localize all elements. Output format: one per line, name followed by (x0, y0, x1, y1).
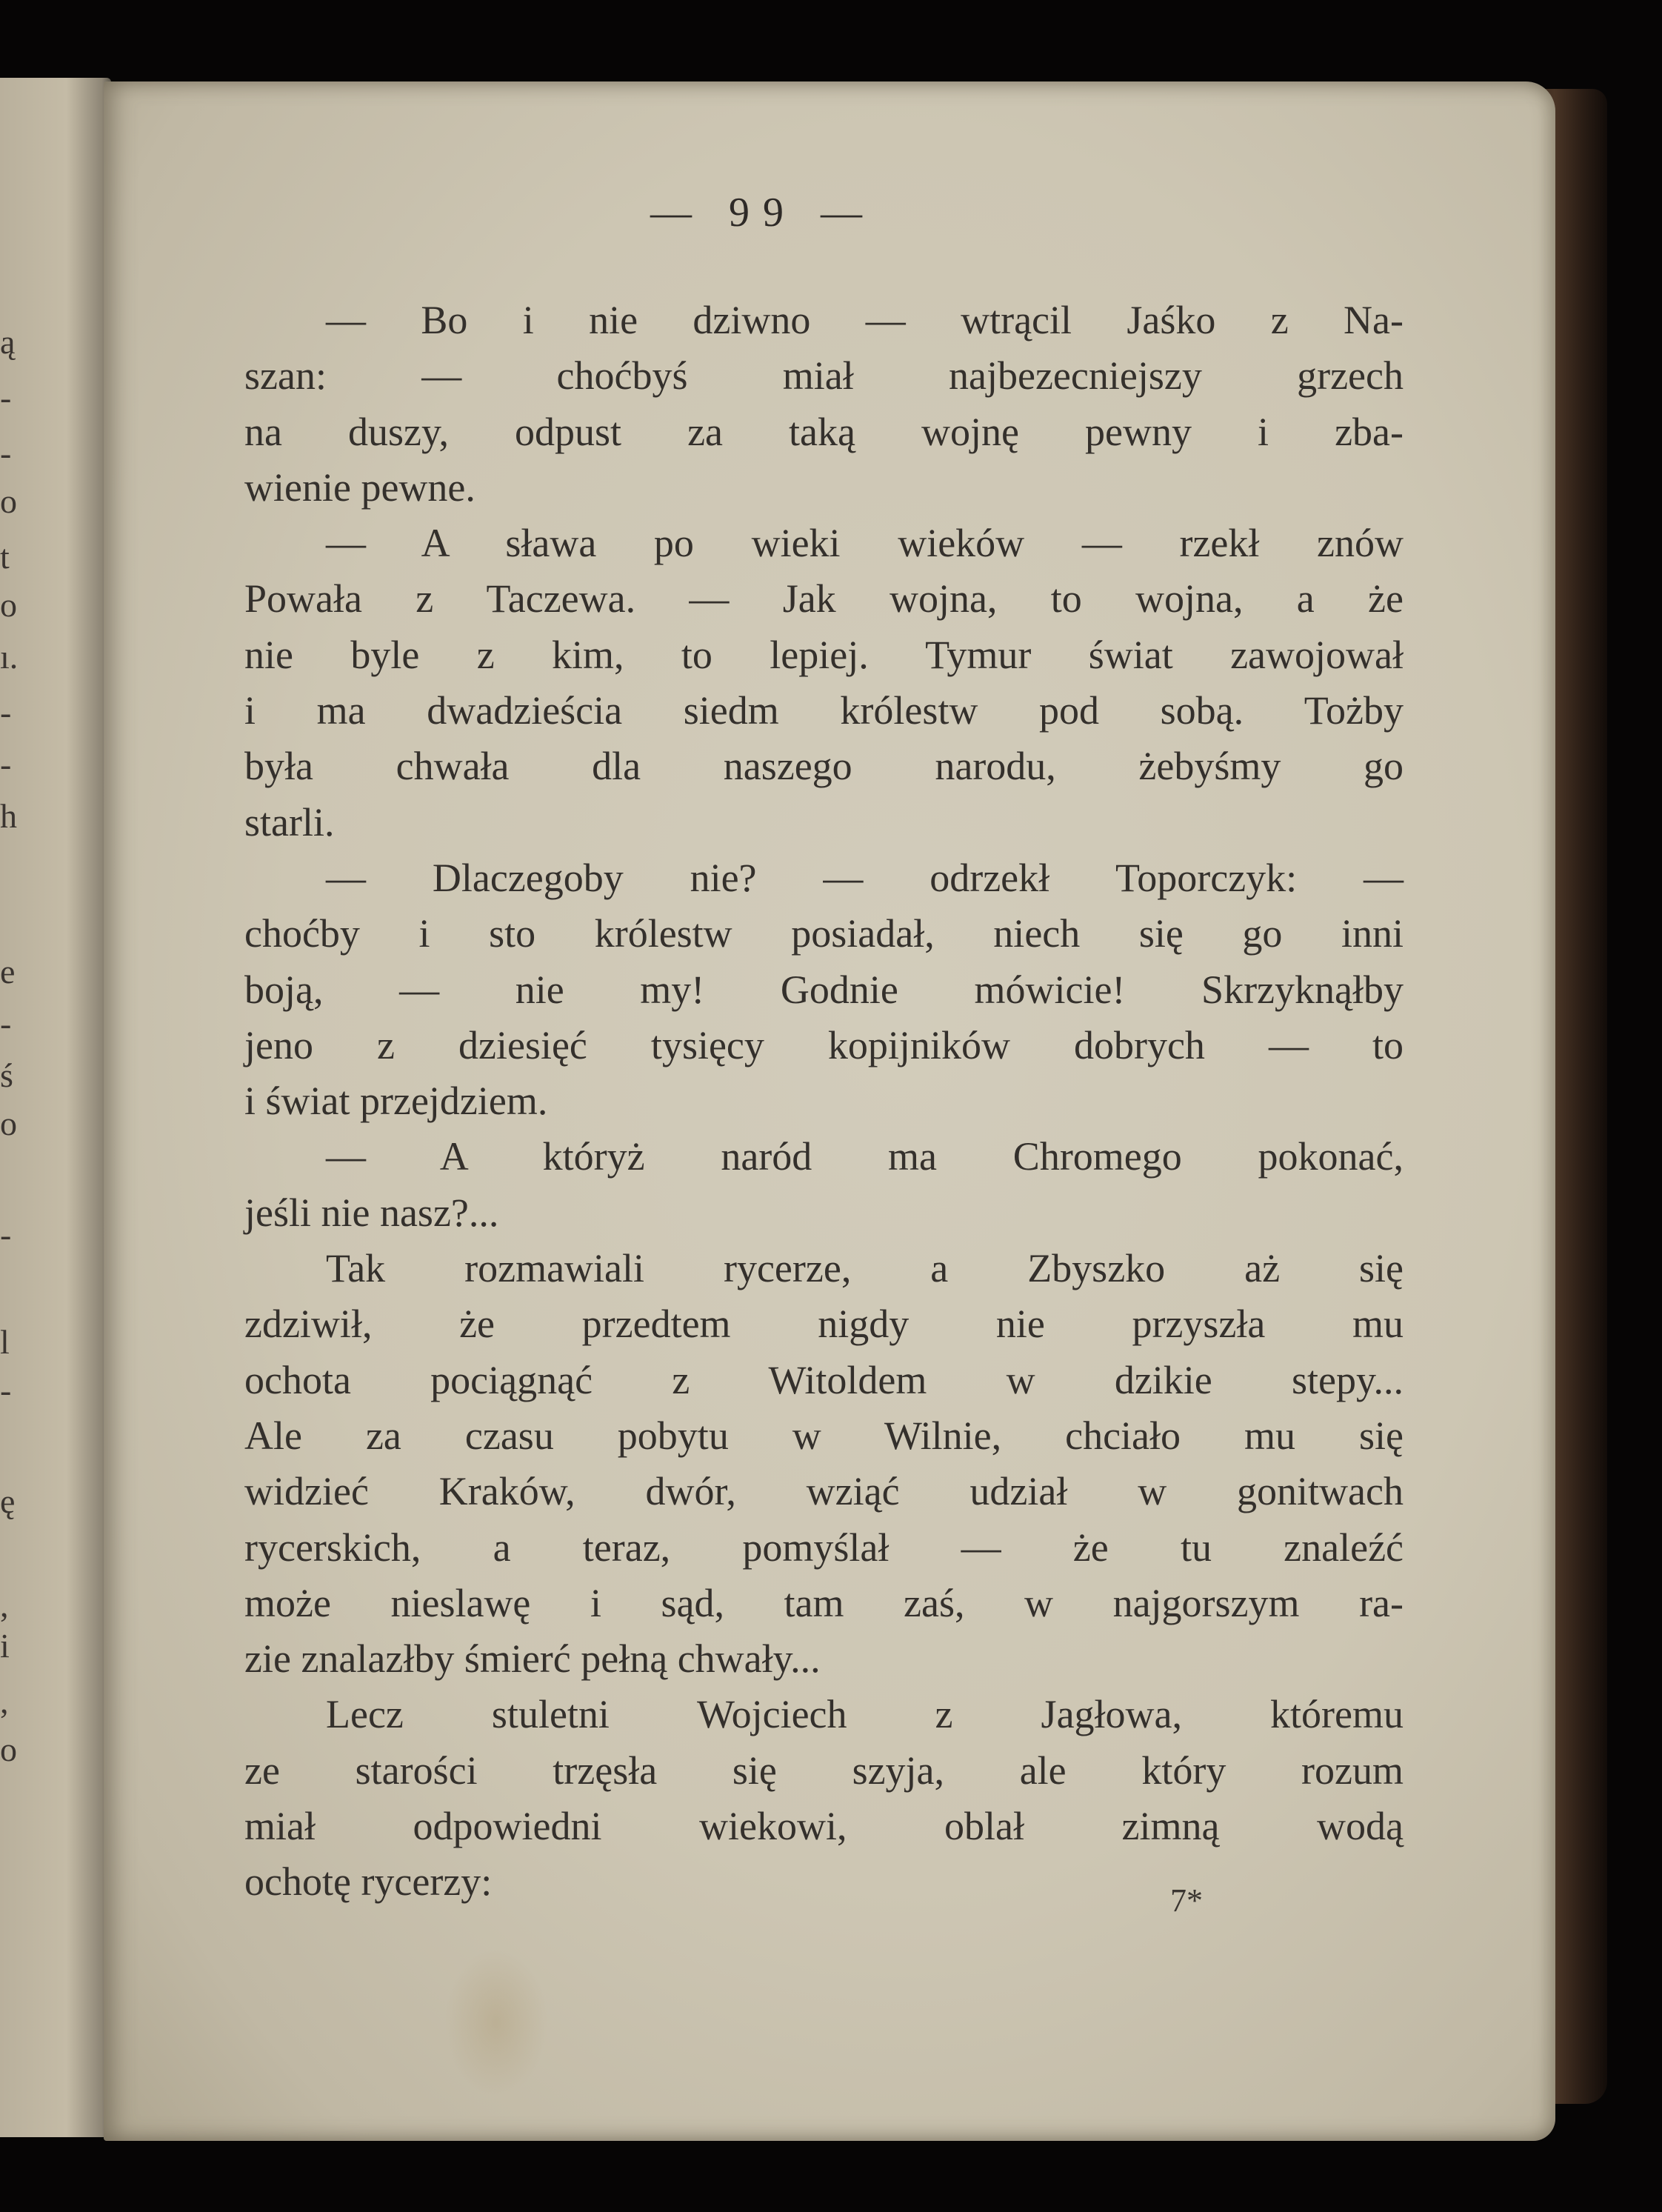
previous-page-glyph: - (0, 434, 12, 472)
previous-page-glyph: t (0, 538, 10, 576)
text-line: zie znalazłby śmierć pełną chwały... (244, 1636, 821, 1682)
previous-page-glyph: - (0, 1371, 12, 1409)
text-line: widzieć Kraków, dwór, wziąć udział w gonitwach (244, 1469, 1404, 1514)
text-line: — Bo i nie dziwno — wtrącil Jaśko z Na- (326, 298, 1404, 342)
previous-page-glyph: l (0, 1323, 10, 1361)
previous-page-glyph: o (0, 1730, 17, 1768)
text-line: jeśli nie nasz?... (244, 1190, 499, 1235)
text-line: jeno z dziesięć tysięcy kopijników dobrych — to (244, 1022, 1404, 1067)
previous-page-glyph: o (0, 586, 17, 624)
text-line: boją, — nie my! Godnie mówicie! Skrzyknąłby (244, 967, 1404, 1012)
text-line: nie byle z kim, to lepiej. Tymur świat zawojował (244, 632, 1404, 677)
previous-page-glyph: , (0, 1682, 9, 1720)
text-line: choćby i sto królestw posiadał, niech się go inni (244, 911, 1404, 956)
text-line: i ma dwadzieścia siedm królestw pod sobą. Tożby (244, 688, 1404, 733)
page-number: — 99 — (650, 190, 875, 236)
text-line: była chwała dla naszego narodu, żebyśmy go (244, 744, 1404, 789)
text-line: na duszy, odpust za taką wojnę pewny i zba- (244, 409, 1404, 454)
previous-page-glyph: - (0, 379, 12, 416)
text-line: Tak rozmawiali rycerze, a Zbyszko aż się (326, 1246, 1404, 1291)
text-line: zdziwił, że przedtem nigdy nie przyszła mu (244, 1302, 1404, 1347)
previous-page-glyph: , (0, 1586, 9, 1624)
previous-page-glyph: e (0, 953, 16, 990)
text-line: starli. (244, 799, 335, 845)
text-line: — A któryż naród ma Chromego pokonać, (326, 1134, 1404, 1179)
page-body-text (244, 293, 1404, 1910)
previous-page-glyph: o (0, 1105, 17, 1142)
text-line: szan: — choćbyś miał najbezecniejszy grzech (244, 353, 1404, 399)
previous-page-glyph: - (0, 745, 12, 783)
previous-page-glyph: ś (0, 1056, 13, 1094)
text-line: Ale za czasu pobytu w Wilnie, chciało mu się (244, 1413, 1404, 1458)
paper-stain (444, 1948, 548, 2096)
previous-page-edge (0, 78, 111, 2137)
printer-signature-mark: 7* (1170, 1882, 1203, 1919)
text-line: i świat przejdziem. (244, 1079, 548, 1124)
text-line: miał odpowiedni wiekowi, oblał zimną wodą (244, 1804, 1404, 1849)
previous-page-glyph: - (0, 1216, 12, 1253)
previous-page-glyph: - (0, 693, 12, 731)
text-line: Lecz stuletni Wojciech z Jagłowa, któremu (326, 1692, 1404, 1737)
previous-page-glyph: h (0, 797, 17, 835)
previous-page-glyph: o (0, 482, 17, 520)
text-line: Powała z Taczewa. — Jak wojna, to wojna, a że (244, 576, 1404, 622)
previous-page-glyph: ą (0, 323, 16, 361)
previous-page-glyph: - (0, 1005, 12, 1042)
text-line: ochota pociągnąć z Witoldem w dzikie stepy... (244, 1357, 1404, 1402)
text-line: rycerskich, a teraz, pomyślał — że tu znaleźć (244, 1525, 1404, 1570)
text-line: może nieslawę i sąd, tam zaś, w najgorszym ra- (244, 1580, 1404, 1625)
text-line: — A sława po wieki wieków — rzekł znów (326, 521, 1404, 566)
previous-page-glyph: i (0, 1627, 10, 1665)
previous-page-glyph: ı. (0, 638, 19, 676)
book-page (104, 81, 1555, 2141)
text-line: ze starości trzęsła się szyja, ale który rozum (244, 1748, 1404, 1793)
text-line: ochotę rycerzy: (244, 1859, 493, 1905)
previous-page-glyph: ę (0, 1482, 16, 1520)
text-line: — Dlaczegoby nie? — odrzekł Toporczyk: — (326, 855, 1404, 900)
text-line: wienie pewne. (244, 464, 475, 510)
